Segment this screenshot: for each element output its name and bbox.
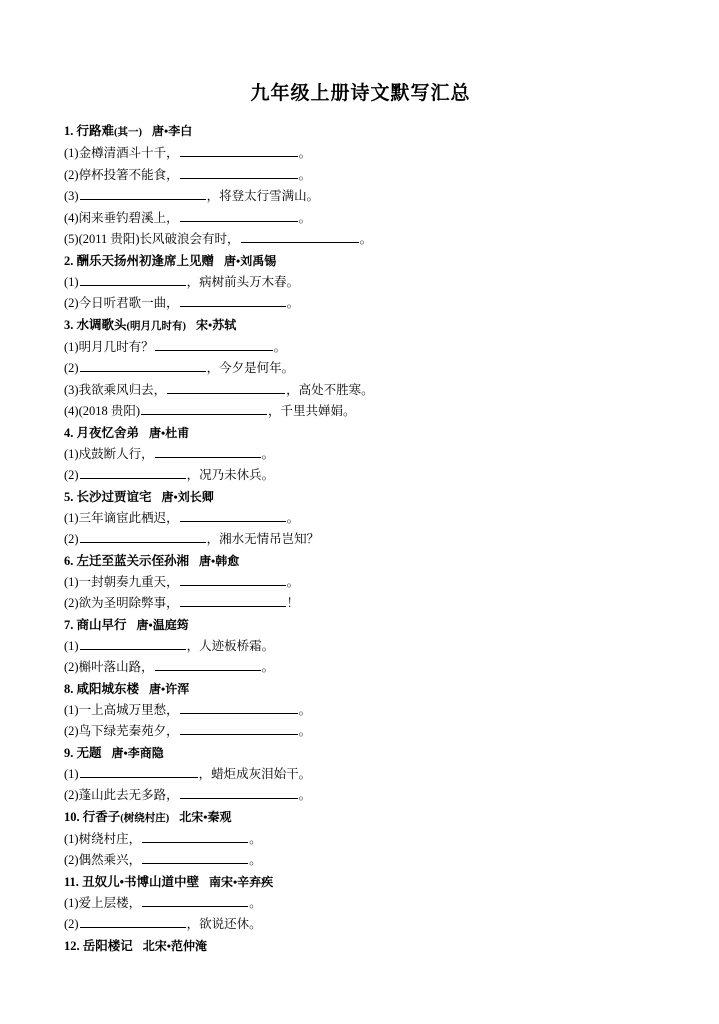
- poem-entry-number: 6.: [64, 553, 74, 568]
- poem-entry-number: 8.: [64, 681, 74, 696]
- poem-entry: [62, 936, 659, 957]
- fill-in-line: [62, 593, 659, 615]
- line-prefix-text: (2)停杯投箸不能食，: [64, 167, 179, 182]
- fill-in-line: [62, 721, 659, 743]
- fill-in-line: [62, 401, 659, 423]
- answer-blank[interactable]: [180, 593, 286, 607]
- fill-in-line: [62, 337, 659, 359]
- fill-in-line: [62, 914, 659, 936]
- answer-blank[interactable]: [241, 229, 359, 243]
- fill-in-line: [62, 636, 659, 658]
- poem-entry-heading: [62, 679, 659, 700]
- entry-list: [62, 121, 659, 957]
- line-suffix-text: ，欲说还休。: [186, 917, 262, 931]
- poem-entry-heading: [62, 936, 659, 957]
- poem-author: 北宋•秦观: [179, 809, 232, 824]
- fill-in-line: [62, 272, 659, 294]
- poem-author: 唐•李商隐: [111, 745, 164, 760]
- poem-entry: [62, 423, 659, 487]
- poem-author: 唐•李白: [152, 124, 193, 138]
- line-prefix-text: (1): [64, 766, 79, 781]
- line-prefix-text: (5)(2011 贵阳)长风破浪会有时，: [64, 232, 240, 246]
- poem-subtitle: (明月几时有): [126, 320, 187, 332]
- poem-entry: [62, 807, 659, 872]
- line-suffix-text: 。: [298, 788, 312, 802]
- line-suffix-text: 。: [359, 232, 373, 246]
- poem-entry-heading: [62, 251, 659, 272]
- poem-author: 宋•苏轼: [196, 317, 237, 332]
- line-prefix-text: (2): [64, 917, 79, 931]
- poem-entry-number: 10.: [64, 809, 80, 824]
- line-suffix-text: ，千里共婵娟。: [268, 404, 356, 418]
- line-suffix-text: 。: [249, 831, 262, 846]
- line-suffix-text: ，人迹板桥霜。: [186, 638, 275, 653]
- poem-title: 丑奴儿•书博山道中壁: [82, 874, 199, 889]
- answer-blank[interactable]: [155, 337, 273, 351]
- fill-in-line: [62, 850, 659, 872]
- line-prefix-text: (2): [64, 361, 79, 375]
- poem-entry-number: 1.: [64, 124, 74, 138]
- fill-in-line: [62, 508, 659, 530]
- fill-in-line: [62, 465, 659, 487]
- answer-blank[interactable]: [155, 444, 261, 458]
- answer-blank[interactable]: [80, 272, 186, 286]
- line-prefix-text: (1)树绕村庄，: [64, 831, 142, 846]
- answer-blank[interactable]: [80, 529, 206, 543]
- line-prefix-text: (1): [64, 638, 79, 653]
- fill-in-line: [62, 186, 659, 208]
- answer-blank[interactable]: [180, 700, 298, 714]
- fill-in-line: [62, 764, 659, 786]
- answer-blank[interactable]: [155, 657, 261, 671]
- poem-subtitle: (其一): [114, 127, 143, 138]
- line-prefix-text: (3): [64, 189, 79, 203]
- poem-title: 商山早行: [76, 617, 127, 632]
- line-suffix-text: 。: [249, 853, 262, 867]
- answer-blank[interactable]: [167, 380, 285, 394]
- fill-in-line: [62, 829, 659, 851]
- line-prefix-text: (2): [64, 532, 79, 546]
- poem-author: 北宋•范仲淹: [142, 938, 207, 953]
- line-suffix-text: ，病树前头万木春。: [186, 274, 300, 289]
- fill-in-line: [62, 229, 659, 251]
- poem-entry-heading: [62, 807, 659, 829]
- line-suffix-text: 。: [286, 296, 300, 310]
- poem-author: 唐•刘长卿: [161, 489, 214, 504]
- line-prefix-text: (4)闲来垂钓碧溪上，: [64, 210, 179, 225]
- poem-entry: [62, 679, 659, 743]
- poem-entry: [62, 872, 659, 936]
- answer-blank[interactable]: [180, 572, 286, 586]
- answer-blank[interactable]: [142, 829, 248, 843]
- poem-title: 月夜忆舍弟: [76, 425, 140, 440]
- fill-in-line: [62, 143, 659, 165]
- answer-blank[interactable]: [80, 465, 186, 479]
- poem-entry-number: 12.: [64, 938, 80, 953]
- answer-blank[interactable]: [80, 358, 206, 372]
- poem-title: 长沙过贾谊宅: [76, 489, 152, 504]
- poem-author: 唐•温庭筠: [136, 617, 189, 632]
- answer-blank[interactable]: [141, 401, 267, 415]
- poem-entry-number: 3.: [64, 317, 74, 332]
- page-title: 九年级上册诗文默写汇总: [250, 83, 471, 104]
- poem-entry: [62, 743, 659, 807]
- fill-in-line: [62, 700, 659, 722]
- poem-entry: [62, 551, 659, 615]
- line-prefix-text: (1)三年谪宦此栖迟，: [64, 510, 179, 525]
- line-suffix-text: ，湘水无情吊岂知？: [206, 532, 320, 546]
- answer-blank[interactable]: [80, 764, 198, 778]
- line-suffix-text: 。: [286, 510, 300, 525]
- line-prefix-text: (1): [64, 274, 79, 289]
- fill-in-line: [62, 165, 659, 187]
- answer-blank[interactable]: [180, 208, 298, 222]
- line-prefix-text: (2)蓬山此去无多路，: [64, 788, 179, 802]
- line-prefix-text: (2)欲为圣明除弊事，: [64, 596, 179, 610]
- line-suffix-text: 。: [273, 339, 287, 354]
- line-suffix-text: ，将登太行雪满山。: [206, 189, 320, 203]
- answer-blank[interactable]: [180, 293, 286, 307]
- poem-entry-number: 11.: [64, 874, 79, 889]
- poem-author: 唐•刘禹锡: [224, 253, 277, 268]
- poem-author: 唐•许浑: [149, 681, 190, 696]
- answer-blank[interactable]: [142, 850, 248, 864]
- line-suffix-text: ，蜡炬成灰泪始干。: [198, 766, 312, 781]
- fill-in-line: [62, 293, 659, 315]
- line-suffix-text: ！: [286, 596, 300, 610]
- line-prefix-text: (2)鸟下绿芜秦苑夕，: [64, 724, 179, 738]
- answer-blank[interactable]: [80, 636, 186, 650]
- poem-title: 岳阳楼记: [82, 938, 133, 953]
- poem-entry-heading: [62, 743, 659, 764]
- poem-entry-heading: [62, 315, 659, 337]
- answer-blank[interactable]: [142, 893, 248, 907]
- line-suffix-text: 。: [286, 574, 300, 589]
- poem-title: 咸阳城东楼: [76, 681, 140, 696]
- fill-in-line: [62, 358, 659, 380]
- answer-blank[interactable]: [80, 914, 186, 928]
- poem-title: 酬乐天扬州初逢席上见赠: [76, 253, 215, 268]
- line-suffix-text: 。: [261, 446, 275, 461]
- poem-entry-heading: [62, 551, 659, 572]
- poem-author: 唐•韩愈: [199, 553, 240, 568]
- answer-blank[interactable]: [180, 508, 286, 522]
- poem-author: 唐•杜甫: [149, 425, 190, 440]
- line-suffix-text: 。: [298, 167, 312, 182]
- poem-entry-heading: [62, 487, 659, 508]
- line-prefix-text: (4)(2018 贵阳): [64, 404, 141, 418]
- line-suffix-text: ，况乃未休兵。: [186, 468, 275, 482]
- line-prefix-text: (2)槲叶落山路，: [64, 660, 154, 674]
- poem-subtitle: (树绕村庄): [120, 812, 170, 824]
- line-suffix-text: ，高处不胜寒。: [286, 382, 374, 397]
- line-suffix-text: 。: [298, 702, 312, 717]
- fill-in-line: [62, 444, 659, 466]
- poem-title: 行香子: [82, 809, 121, 824]
- answer-blank[interactable]: [80, 186, 206, 200]
- poem-title: 无题: [76, 745, 102, 760]
- line-suffix-text: 。: [298, 724, 312, 738]
- fill-in-line: [62, 657, 659, 679]
- line-prefix-text: (1)明月几时有？: [64, 339, 154, 354]
- answer-blank[interactable]: [180, 721, 298, 735]
- poem-entry-number: 2.: [64, 253, 74, 268]
- poem-entry-number: 7.: [64, 617, 74, 632]
- poem-title: 行路难: [76, 124, 115, 138]
- poem-entry: [62, 121, 659, 251]
- poem-entry-number: 9.: [64, 745, 74, 760]
- line-prefix-text: (1)戍鼓断人行，: [64, 446, 154, 461]
- fill-in-line: [62, 380, 659, 402]
- line-suffix-text: 。: [249, 895, 262, 910]
- fill-in-line: [62, 572, 659, 594]
- poem-entry-heading: [62, 872, 659, 893]
- line-suffix-text: ，今夕是何年。: [206, 361, 295, 375]
- line-prefix-text: (2): [64, 468, 79, 482]
- poem-author: 南宋•辛弃疾: [208, 874, 274, 889]
- fill-in-line: [62, 785, 659, 807]
- line-suffix-text: 。: [298, 210, 312, 225]
- answer-blank[interactable]: [180, 143, 298, 157]
- poem-entry: [62, 487, 659, 551]
- poem-entry: [62, 251, 659, 315]
- line-prefix-text: (1)爱上层楼，: [64, 895, 142, 910]
- poem-title: 水调歌头: [76, 317, 127, 332]
- line-suffix-text: 。: [298, 146, 312, 160]
- fill-in-line: [62, 529, 659, 551]
- line-prefix-text: (2)今日听君歌一曲，: [64, 296, 179, 310]
- poem-entry-number: 4.: [64, 425, 74, 440]
- answer-blank[interactable]: [180, 785, 298, 799]
- line-prefix-text: (2)偶然乘兴，: [64, 853, 142, 867]
- line-prefix-text: (3)我欲乘风归去，: [64, 382, 167, 397]
- answer-blank[interactable]: [180, 165, 298, 179]
- poem-entry: [62, 315, 659, 423]
- poem-entry-heading: [62, 423, 659, 444]
- fill-in-line: [62, 893, 659, 915]
- poem-title: 左迁至蓝关示侄孙湘: [76, 553, 190, 568]
- fill-in-line: [62, 208, 659, 230]
- poem-entry-number: 5.: [64, 489, 74, 504]
- poem-entry-heading: [62, 615, 659, 636]
- line-prefix-text: (1)一封朝奏九重天，: [64, 574, 179, 589]
- poem-entry: [62, 615, 659, 679]
- line-prefix-text: (1)金樽清酒斗十千，: [64, 146, 179, 160]
- poem-entry-heading: [62, 121, 659, 143]
- line-prefix-text: (1)一上高城万里愁，: [64, 702, 179, 717]
- line-suffix-text: 。: [261, 660, 275, 674]
